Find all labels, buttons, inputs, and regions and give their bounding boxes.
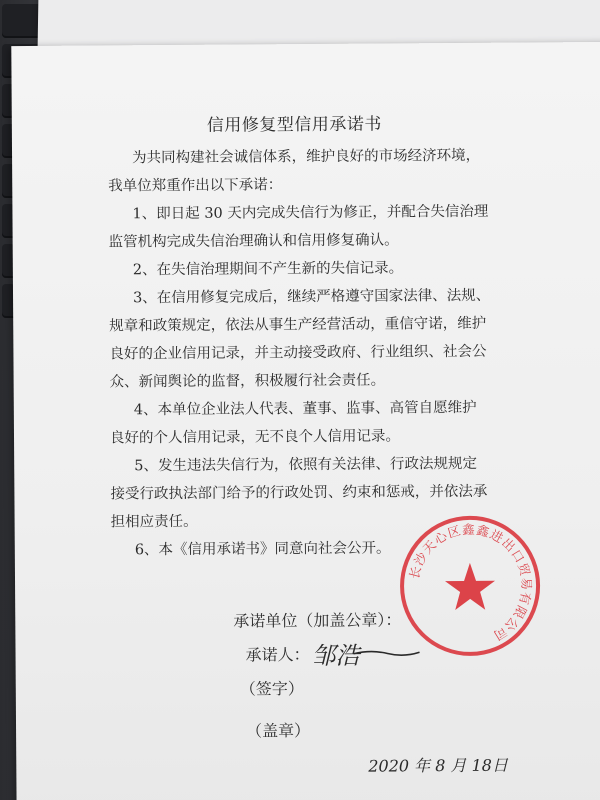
commitment-item-3-line-3: 良好的企业信用记录，并主动接受政府、行业组织、社会公 — [109, 343, 487, 363]
commitment-item-5-line-1: 5、发生违法失信行为，依照有关法律、行政法规规定 — [134, 455, 478, 475]
handwritten-signature: 邹浩 — [311, 641, 360, 671]
commitment-item-2-line-1: 2、在失信治理期间不产生新的失信记录。 — [132, 260, 404, 279]
person-label: 承诺人： — [245, 645, 310, 665]
sign-date: 2020 年 8 月 18日 — [368, 755, 508, 776]
commitment-item-3-line-1: 3、在信用修复完成后，继续严格遵守国家法律、法规、 — [132, 287, 491, 307]
keyboard-key — [2, 4, 42, 38]
document-title: 信用修复型信用承诺书 — [206, 114, 382, 136]
commitment-item-1-line-1: 1、即日起 30 天内完成失信行为修正，并配合失信治理 — [132, 203, 489, 223]
sign-label: （签字） — [239, 679, 304, 699]
commitment-item-3-line-4: 众、新闻舆论的监督，积极履行社会责任。 — [109, 372, 386, 391]
intro-line-2: 我单位郑重作出以下承诺： — [108, 177, 283, 195]
commitment-item-4-line-2: 良好的个人信用记录，无不良个人信用记录。 — [109, 428, 401, 447]
seal-star-icon — [445, 563, 495, 610]
commitment-item-1-line-2: 监管机构完成失信治理确认和信用修复确认。 — [108, 232, 399, 251]
unit-label: 承诺单位（加盖公章）： — [233, 610, 402, 631]
stamp-label: （盖章） — [246, 721, 311, 741]
commitment-item-5-line-3: 担相应责任。 — [110, 513, 198, 531]
commitment-item-3-line-2: 规章和政策规定，依法从事生产经营活动，重信守诺，维护 — [109, 315, 487, 335]
commitment-item-5-line-2: 接受行政执法部门给予的行政处罚、约束和惩戒，并依法承 — [110, 483, 488, 503]
intro-line: 为共同构建社会诚信体系，维护良好的市场经济环境， — [132, 147, 481, 167]
official-seal — [395, 510, 546, 661]
seal-text: 长沙天心区鑫鑫进出口贸易有限公司 — [406, 521, 535, 644]
commitment-item-6-line-1: 6、本《信用承诺书》同意向社会公开。 — [134, 540, 391, 559]
document-paper — [11, 42, 600, 800]
commitment-item-4-line-1: 4、本单位企业法人代表、董事、监事、高管自愿维护 — [133, 399, 477, 419]
